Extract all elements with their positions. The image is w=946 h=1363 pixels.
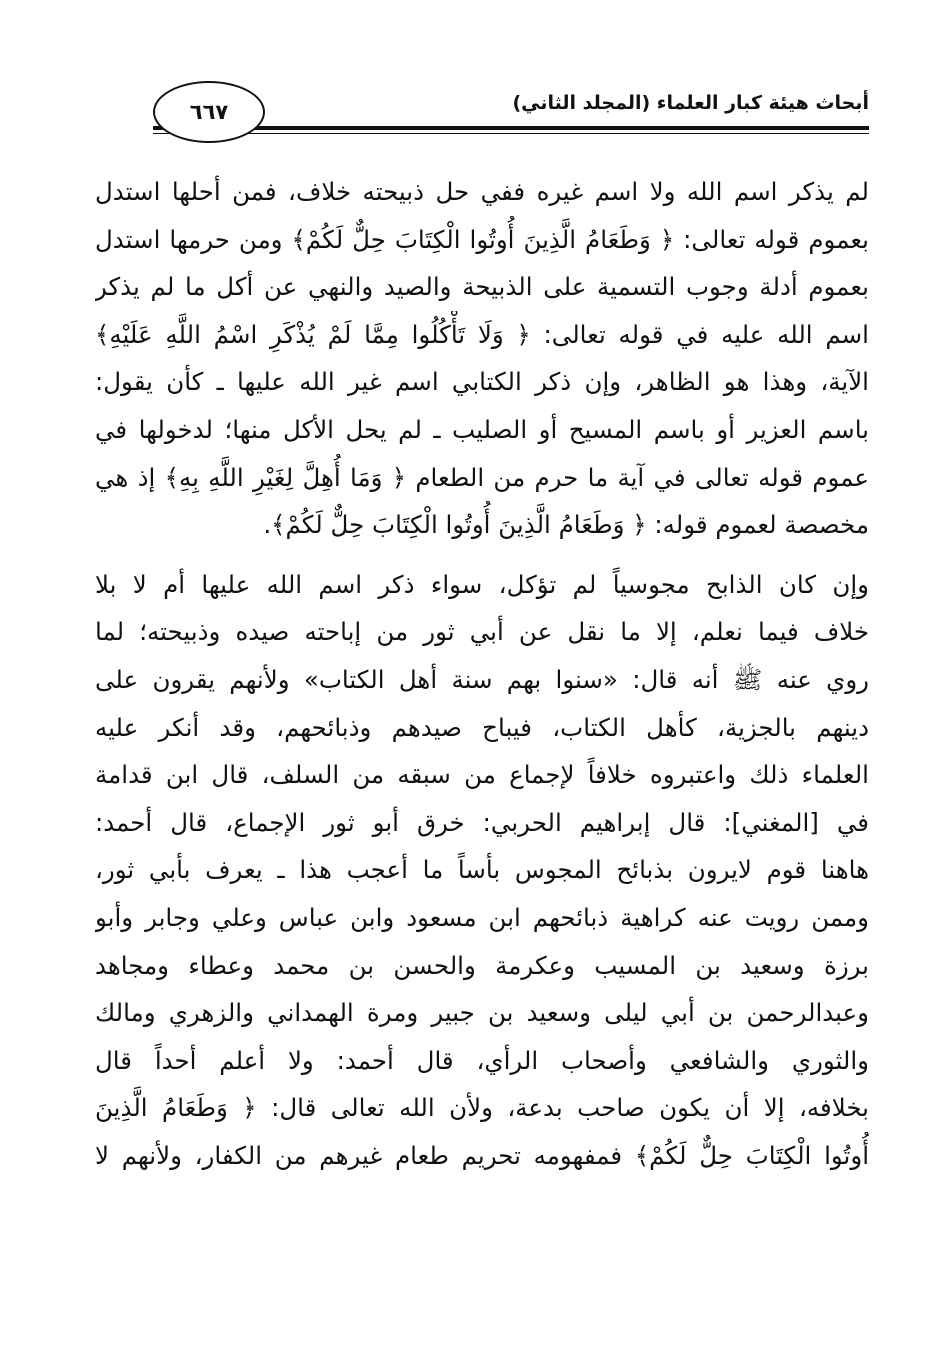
text-line: خلاف فيما نعلم، إلا ما نقل عن أبي ثور من إباحته صيده وذبيحته؛ لما [95, 617, 869, 647]
text-line: مخصصة لعموم قوله: ﴿ وَطَعَامُ الَّذِينَ أُوتُوا الْكِتَابَ حِلٌّ لَكُمْ﴾. [263, 510, 869, 540]
text-line: دينهم بالجزية، كأهل الكتاب، فيباح صيدهم وذبائحهم، وقد أنكر عليه [95, 712, 869, 742]
running-title: أبحاث هيئة كبار العلماء (المجلد الثاني) [512, 92, 869, 114]
text-line: بعموم قوله تعالى: ﴿ وَطَعَامُ الَّذِينَ أُوتُوا الْكِتَابَ حِلٌّ لَكُمْ﴾ ومن حرمها استدل [95, 224, 869, 254]
text-line: وممن رويت عنه كراهية ذبائحهم ابن مسعود وابن عباس وعلي وجابر وأبو [95, 902, 869, 932]
body-text [95, 168, 869, 1179]
page-number-oval [153, 81, 265, 143]
page-number: ٦٦٧ [189, 100, 229, 124]
text-line: العلماء ذلك واعتبروه خلافاً لإجماع من سبقه من السلف، قال ابن قدامة [95, 760, 869, 790]
text-line: وإن كان الذابح مجوسياً لم تؤكل، سواء ذكر اسم الله عليها أم لا بلا [95, 569, 869, 599]
paragraph-gap [95, 549, 869, 561]
text-line: أُوتُوا الْكِتَابَ حِلٌّ لَكُمْ﴾ فمفهومه تحريم طعام غيرهم من الكفار، ولأنهم لا [95, 1140, 869, 1170]
text-line: بخلافه، إلا أن يكون صاحب بدعة، ولأن الله تعالى قال: ﴿ وَطَعَامُ الَّذِينَ [95, 1093, 869, 1123]
text-line: روي عنه ﷺ أنه قال: «سنوا بهم سنة أهل الكتاب» ولأنهم يقرون على [95, 664, 869, 694]
text-line: لم يذكر اسم الله ولا اسم غيره ففي حل ذبيحته خلاف، فمن أحلها استدل [95, 177, 869, 206]
text-line: هاهنا قوم لايرون بذبائح المجوس بأساً ما أعجب هذا ـ يعرف بأبي ثور، [95, 855, 869, 885]
text-line: وعبدالرحمن بن أبي ليلى وسعيد بن جبير ومرة الهمداني والزهري ومالك [95, 998, 869, 1028]
header-rule [153, 126, 869, 130]
text-line: في [المغني]: قال إبراهيم الحربي: خرق أبو ثور الإجماع، قال أحمد: [95, 807, 869, 837]
header-rule-thin [153, 133, 869, 134]
text-line: الآية، وهذا هو الظاهر، وإن ذكر الكتابي اسم غير الله عليها ـ كأن يقول: [95, 367, 869, 397]
text-line: اسم الله عليه في قوله تعالى: ﴿ وَلَا تَأْكُلُوا مِمَّا لَمْ يُذْكَرِ اسْمُ اللَّهِ عَلَيْهِ﴾ [95, 319, 869, 349]
text-line: والثوري والشافعي وأصحاب الرأي، قال أحمد: ولا أعلم أحداً قال [95, 1045, 869, 1075]
text-line: باسم العزير أو باسم المسيح أو الصليب ـ لم يحل الأكل منها؛ لدخولها في [95, 414, 869, 444]
text-line: بعموم أدلة وجوب التسمية على الذبيحة والصيد والنهي عن أكل ما لم يذكر [95, 272, 869, 302]
text-line: برزة وسعيد بن المسيب وعكرمة والحسن بن محمد وعطاء ومجاهد [95, 950, 869, 980]
page-header [95, 78, 869, 148]
text-line: عموم قوله تعالى في آية ما حرم من الطعام ﴿ وَمَا أُهِلَّ لِغَيْرِ اللَّهِ بِهِ﴾ إذ هي [95, 462, 869, 492]
